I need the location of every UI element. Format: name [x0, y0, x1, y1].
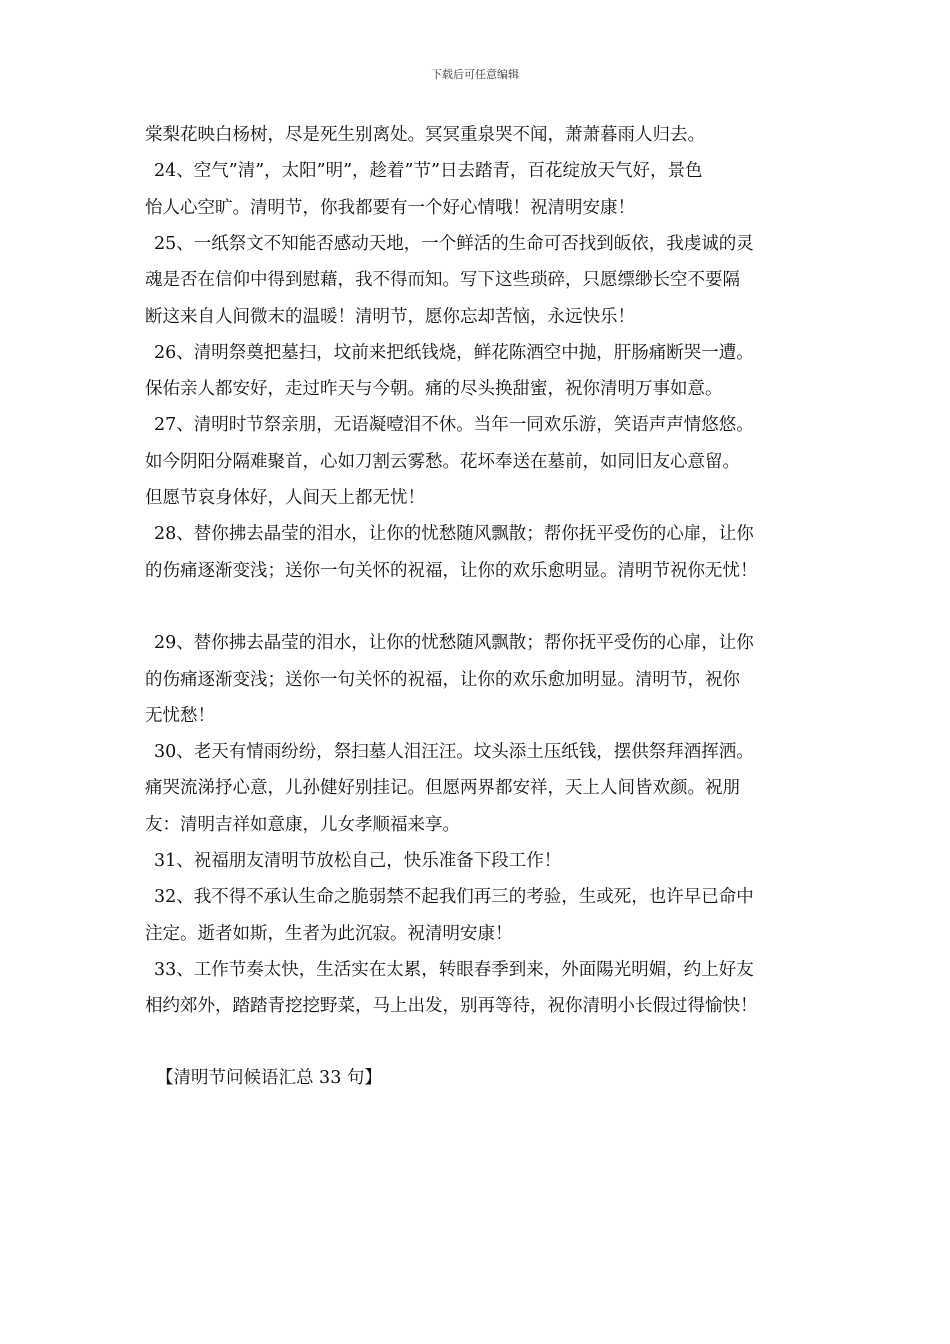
text-line: 友：清明吉祥如意康，儿女孝顺福来享。: [145, 815, 460, 835]
text-line: 痛哭流涕抒心意，儿孙健好别挂记。但愿两界都安祥，天上人间皆欢颜。祝朋: [145, 778, 740, 798]
text-line: 魂是否在信仰中得到慰藉，我不得而知。写下这些琐碎，只愿缥缈长空不要隔: [145, 270, 740, 290]
text-line: 但愿节哀身体好，人间天上都无忧！: [145, 488, 425, 508]
text-line: 30、老天有情雨纷纷，祭扫墓人泪汪汪。坟头添土压纸钱，摆供祭拜酒挥洒。: [154, 742, 754, 762]
text-line: 怡人心空旷。清明节，你我都要有一个好心情哦！祝清明安康！: [145, 198, 635, 218]
text-line: 27、清明时节祭亲朋，无语凝噎泪不休。当年一同欢乐游，笑语声声情悠悠。: [154, 415, 754, 435]
text-line: 24、空气”清”，太阳”明”，趁着”节”日去踏青，百花绽放天气好，景色: [154, 161, 703, 181]
text-line: 33、工作节奏太快，生活实在太累，转眼春季到来，外面陽光明媚，约上好友: [154, 960, 754, 980]
text-line: 断这来自人间微末的温暖！清明节，愿你忘却苦恼，永远快乐！: [145, 307, 635, 327]
text-line: 31、祝福朋友清明节放松自己，快乐准备下段工作！: [154, 851, 562, 871]
text-line: 保佑亲人都安好，走过昨天与今朝。痛的尽头换甜蜜，祝你清明万事如意。: [145, 379, 723, 399]
text-line: 无忧愁！: [145, 706, 215, 726]
text-line: 如今阴阳分隔难聚首，心如刀割云雾愁。花坏奉送在墓前，如同旧友心意留。: [145, 452, 740, 472]
text-line: 棠梨花映白杨树，尽是死生别离处。冥冥重泉哭不闻，萧萧暮雨人归去。: [145, 125, 705, 145]
text-line: 32、我不得不承认生命之脆弱禁不起我们再三的考验，生或死，也许早已命中: [154, 887, 754, 907]
text-line: 26、清明祭奠把墓扫，坟前来把纸钱烧，鲜花陈酒空中抛，肝肠痛断哭一遭。: [154, 343, 754, 363]
text-line: 相约郊外，踏踏青挖挖野菜，马上出发，别再等待，祝你清明小长假过得愉快！: [145, 996, 758, 1016]
text-line: 28、替你拂去晶莹的泪水，让你的忧愁随风飘散；帮你抚平受伤的心扉，让你: [154, 524, 754, 544]
text-line: 25、一纸祭文不知能否感动天地，一个鲜活的生命可否找到皈依，我虔诚的灵: [154, 234, 754, 254]
page-header: 下载后可任意编辑: [431, 68, 519, 81]
text-line: 的伤痛逐渐变浅；送你一句关怀的祝福，让你的欢乐愈加明显。清明节，祝你: [145, 670, 740, 690]
text-line: 的伤痛逐渐变浅；送你一句关怀的祝福，让你的欢乐愈明显。清明节祝你无忧！: [145, 561, 758, 581]
text-line: 注定。逝者如斯，生者为此沉寂。祝清明安康！: [145, 924, 513, 944]
text-line: 29、替你拂去晶莹的泪水，让你的忧愁随风飘散；帮你抚平受伤的心扉，让你: [154, 633, 754, 653]
section-title: 【清明节问候语汇总 33 句】: [156, 1068, 382, 1088]
